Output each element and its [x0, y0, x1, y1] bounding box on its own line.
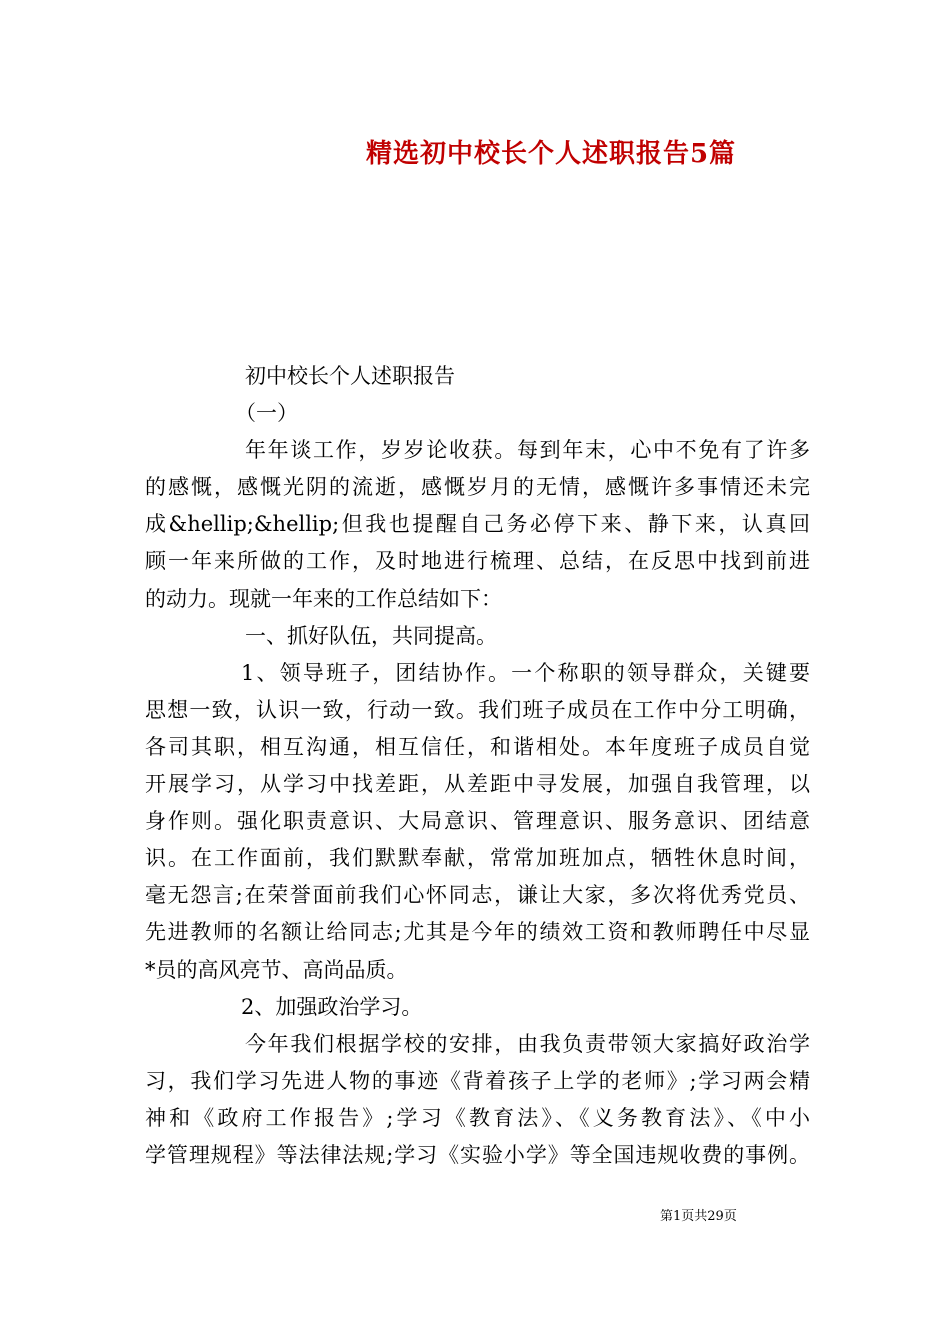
paragraph-line: 学管理规程》等法律法规;学习《实验小学》等全国违规收费的事例。	[145, 1142, 810, 1167]
document-body	[145, 358, 810, 1174]
section-heading: 2、加强政治学习。	[241, 994, 423, 1019]
paragraph-line: 开展学习，从学习中找差距，从差距中寻发展，加强自我管理，以	[145, 772, 810, 797]
section-number: （一）	[235, 401, 298, 426]
paragraph-line: 先进教师的名额让给同志;尤其是今年的绩效工资和教师聘任中尽显	[145, 920, 810, 945]
page-footer: 第1页共29页	[660, 1209, 737, 1224]
paragraph-line: 今年我们根据学校的安排，由我负责带领大家搞好政治学	[245, 1031, 810, 1056]
paragraph-line: 1、领导班子，团结协作。一个称职的领导群众，关键要	[241, 660, 810, 685]
paragraph-line: 成&hellip;&hellip;但我也提醒自己务必停下来、静下来，认真回	[145, 512, 810, 537]
paragraph-line: 顾一年来所做的工作，及时地进行梳理、总结，在反思中找到前进	[145, 549, 810, 574]
paragraph-line: 年年谈工作，岁岁论收获。每到年末，心中不免有了许多	[245, 438, 810, 463]
paragraph-line: 神和《政府工作报告》;学习《教育法》、《义务教育法》、《中小	[145, 1105, 810, 1130]
section-heading: 一、抓好队伍，共同提高。	[245, 623, 497, 648]
paragraph-line: 身作则。强化职责意识、大局意识、管理意识、服务意识、团结意	[145, 809, 810, 834]
paragraph-line: 习，我们学习先进人物的事迹《背着孩子上学的老师》;学习两会精	[145, 1068, 810, 1093]
paragraph-line: 毫无怨言;在荣誉面前我们心怀同志，谦让大家，多次将优秀党员、	[145, 883, 810, 908]
document-title: 精选初中校长个人述职报告5篇	[365, 139, 737, 169]
paragraph-line: *员的高风亮节、高尚品质。	[145, 957, 408, 982]
paragraph-line: 的感慨，感慨光阴的流逝，感慨岁月的无情，感慨许多事情还未完	[145, 475, 810, 500]
paragraph-line: 思想一致，认识一致，行动一致。我们班子成员在工作中分工明确，	[145, 697, 810, 722]
paragraph-line: 的动力。现就一年来的工作总结如下：	[145, 586, 502, 611]
paragraph-line: 各司其职，相互沟通，相互信任，和谐相处。本年度班子成员自觉	[145, 734, 810, 759]
report-heading: 初中校长个人述职报告	[245, 364, 455, 388]
paragraph-line: 识。在工作面前，我们默默奉献，常常加班加点，牺牲休息时间，	[145, 846, 810, 871]
